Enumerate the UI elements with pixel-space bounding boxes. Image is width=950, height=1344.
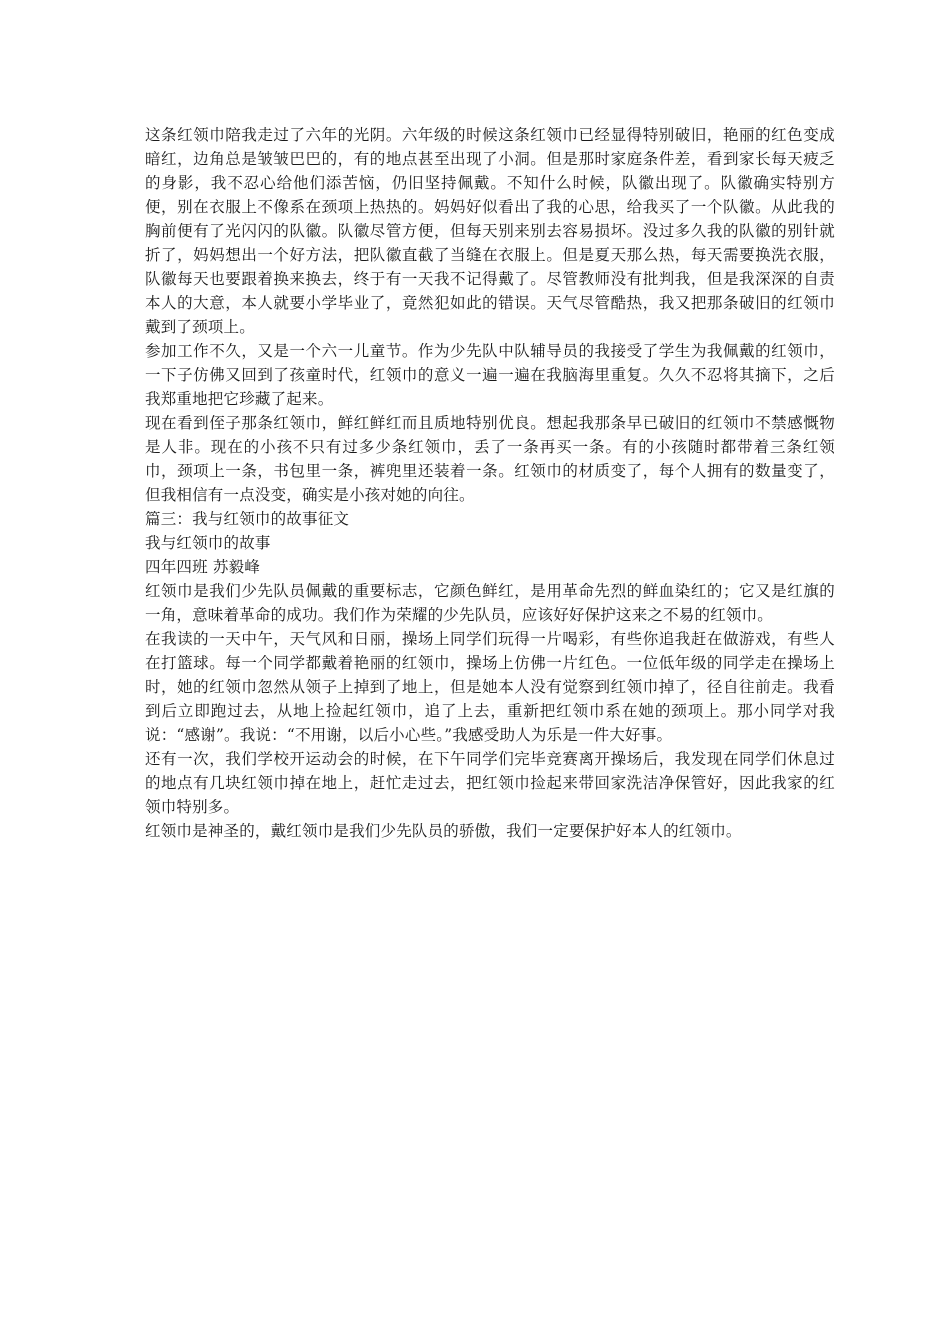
document-body: [145, 123, 835, 843]
essay-author: 四年四班 苏毅峰: [145, 558, 261, 576]
paragraph-nephew-red-scarf: 现在看到侄子那条红领巾，鲜红鲜红而且质地特别优良。想起我那条早已破旧的红领巾不禁感慨物是人非。现在的小孩不只有过多少条红领巾，丢了一条再买一条。有的小孩随时都带着三条红领巾，颈项上一条，书包里一条，裤兜里还装着一条。红领巾的材质变了，每个人拥有的数量变了，但我相信有一点没变，确实是小孩对她的向往。: [145, 414, 835, 504]
paragraph-symbol: 红领巾是我们少先队员佩戴的重要标志，它颜色鲜红，是用革命先烈的鲜血染红的；它又是红旗的一角，意味着革命的成功。我们作为荣耀的少先队员，应该好好保护这来之不易的红领巾。: [145, 582, 835, 624]
essay-title: 我与红领巾的故事: [145, 534, 271, 552]
paragraph-conclusion: 红领巾是神圣的，戴红领巾是我们少先队员的骄傲，我们一定要保护好本人的红领巾。: [145, 822, 742, 840]
section-heading: 篇三：我与红领巾的故事征文: [145, 510, 350, 528]
paragraph-childrens-day: 参加工作不久，又是一个六一儿童节。作为少先队中队辅导员的我接受了学生为我佩戴的红领巾，一下子仿佛又回到了孩童时代，红领巾的意义一遍一遍在我脑海里重复。久久不忍将其摘下，之后我郑重地把它珍藏了起来。: [145, 342, 835, 408]
paragraph-red-scarf-six-years: 这条红领巾陪我走过了六年的光阴。六年级的时候这条红领巾已经显得特别破旧，艳丽的红色变成暗红，边角总是皱皱巴巴的，有的地点甚至出现了小洞。但是那时家庭条件差，看到家长每天疲乏的身影，我不忍心给他们添苦恼，仍旧坚持佩戴。不知什么时候，队徽出现了。队徽确实特别方便，别在衣服上不像系在颈项上热热的。妈妈好似看出了我的心思，给我买了一个队徽。从此我的胸前便有了光闪闪的队徽。队徽尽管方便，但每天别来别去容易损坏。没过多久我的队徽的别针就折了，妈妈想出一个好方法，把队徽直截了当缝在衣服上。但是夏天那么热，每天需要换洗衣服，队徽每天也要跟着换来换去，终于有一天我不记得戴了。尽管教师没有批判我，但是我深深的自责本人的大意，本人就要小学毕业了，竟然犯如此的错误。天气尽管酷热，我又把那条破旧的红领巾戴到了颈项上。: [145, 126, 835, 336]
paragraph-sports-meet: 还有一次，我们学校开运动会的时候，在下午同学们完毕竞赛离开操场后，我发现在同学们休息过的地点有几块红领巾掉在地上，赶忙走过去，把红领巾捡起来带回家洗洁净保管好，因此我家的红领巾特别多。: [145, 750, 835, 816]
paragraph-playground: 在我读的一天中午，天气风和日丽，操场上同学们玩得一片喝彩，有些你追我赶在做游戏，有些人在打篮球。每一个同学都戴着艳丽的红领巾，操场上仿佛一片红色。一位低年级的同学走在操场上时，她的红领巾忽然从领子上掉到了地上，但是她本人没有觉察到红领巾掉了，径自往前走。我看到后立即跑过去，从地上捡起红领巾，追了上去，重新把红领巾系在她的颈项上。那小同学对我说：“感谢”。我说：“不用谢，以后小心些。”我感受助人为乐是一件大好事。: [145, 630, 835, 744]
